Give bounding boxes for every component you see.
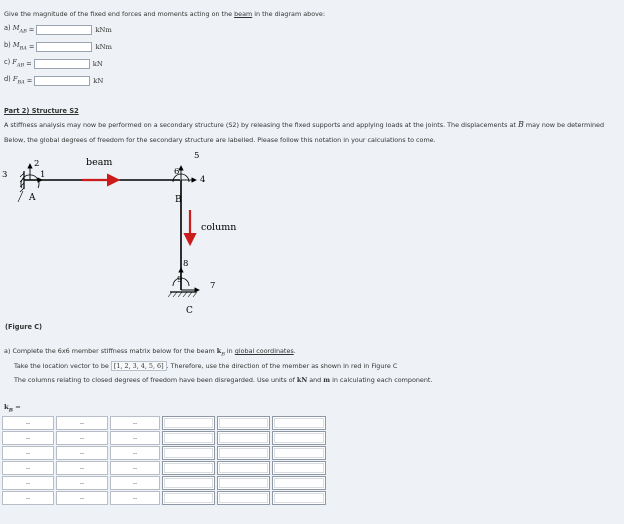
matrix-input-cell[interactable] xyxy=(272,491,326,505)
mba-input[interactable] xyxy=(36,42,92,52)
matrix-input-cell[interactable] xyxy=(162,431,215,445)
answer-row-mab: a) $M_{AB}$ = kNm xyxy=(4,24,112,35)
question-location-vector: Take the location vector to be [1, 2, 3, 4, 5, 6] . Therefore, use the direction of the member as shown in red in Figure C xyxy=(14,362,398,370)
matrix-input-cell[interactable] xyxy=(217,476,270,490)
intro-text: Give the magnitude of the fixed end forces and moments acting on the beam in the diagram above: xyxy=(4,10,325,18)
dof-7: 7 xyxy=(210,281,216,291)
matrix-input-cell[interactable] xyxy=(217,461,270,475)
matrix-select-cell[interactable]: -- xyxy=(2,431,54,445)
matrix-select-cell[interactable]: -- xyxy=(56,491,108,505)
column-label: column xyxy=(201,222,237,233)
answer-row-fba: d) $F_{BA}$ = kN xyxy=(4,75,104,86)
node-a-label: A xyxy=(29,193,36,203)
matrix-row xyxy=(0,461,328,476)
dof-8: 8 xyxy=(183,259,189,269)
beam-link[interactable]: beam xyxy=(234,10,253,18)
node-b-label: B xyxy=(175,195,182,205)
question-units-note: The columns relating to closed degrees of freedom have been disregarded. Use units of kN and m in calculating each component. xyxy=(14,376,433,384)
matrix-input-cell[interactable] xyxy=(272,476,326,490)
matrix-input-cell[interactable] xyxy=(272,461,326,475)
matrix-input-cell[interactable] xyxy=(217,431,270,445)
stiffness-matrix xyxy=(0,416,328,506)
answer-row-mba: b) $M_{BA}$ = kNm xyxy=(4,41,112,52)
matrix-select-cell[interactable]: -- xyxy=(2,416,54,430)
matrix-input-cell[interactable] xyxy=(162,446,215,460)
matrix-select-cell[interactable]: -- xyxy=(56,476,108,490)
answer-label: d) $F_{BA}$ xyxy=(4,75,25,86)
matrix-select-cell[interactable]: -- xyxy=(110,476,160,490)
part2-heading: Part 2) Structure S2 xyxy=(4,107,79,115)
matrix-label: $k_B$ = xyxy=(4,403,21,414)
matrix-select-cell[interactable]: -- xyxy=(56,461,108,475)
matrix-input-cell[interactable] xyxy=(272,431,326,445)
matrix-select-cell[interactable]: -- xyxy=(2,461,54,475)
matrix-select-cell[interactable]: -- xyxy=(110,431,160,445)
matrix-row xyxy=(0,476,328,491)
dof-6: 6 xyxy=(174,167,180,177)
matrix-input-cell[interactable] xyxy=(217,491,270,505)
part2-line1: A stiffness analysis may now be performed on a secondary structure (S2) by releasing the fixed supports and applying loads at the joints. The displacements at B may now be determined xyxy=(4,120,605,129)
matrix-select-cell[interactable]: -- xyxy=(56,416,108,430)
answer-label: b) $M_{BA}$ xyxy=(4,41,27,52)
dof-1: 1 xyxy=(40,170,46,180)
matrix-row xyxy=(0,491,328,506)
matrix-select-cell[interactable]: -- xyxy=(2,476,54,490)
figure-caption: (Figure C) xyxy=(5,323,43,331)
node-c-label: C xyxy=(186,306,193,316)
support-c-icon xyxy=(168,268,199,297)
answer-label: a) $M_{AB}$ xyxy=(4,24,27,35)
dof-2: 2 xyxy=(34,159,40,169)
dof-3: 3 xyxy=(2,170,8,180)
dof-5: 5 xyxy=(194,151,200,161)
matrix-row xyxy=(0,416,328,431)
matrix-input-cell[interactable] xyxy=(162,491,215,505)
matrix-select-cell[interactable]: -- xyxy=(110,446,160,460)
unit-label: kN xyxy=(92,59,103,68)
matrix-select-cell[interactable]: -- xyxy=(56,431,108,445)
part2-line2: Below, the global degrees of freedom for the secondary structure are labelled. Please follow this notation in your calculations to come. xyxy=(4,136,436,144)
matrix-input-cell[interactable] xyxy=(162,461,215,475)
fba-input[interactable] xyxy=(34,76,90,86)
matrix-select-cell[interactable]: -- xyxy=(110,461,160,475)
fab-input[interactable] xyxy=(34,59,90,69)
unit-label: kN xyxy=(93,76,104,85)
mab-input[interactable] xyxy=(36,25,92,35)
support-a-icon xyxy=(20,171,24,192)
matrix-input-cell[interactable] xyxy=(162,476,215,490)
answer-label: c) $F_{AB}$ xyxy=(4,58,25,69)
matrix-input-cell[interactable] xyxy=(272,416,326,430)
matrix-input-cell[interactable] xyxy=(272,446,326,460)
matrix-select-cell[interactable]: -- xyxy=(110,491,160,505)
beam-label: beam xyxy=(86,157,113,168)
matrix-input-cell[interactable] xyxy=(217,416,270,430)
matrix-input-cell[interactable] xyxy=(217,446,270,460)
global-coordinates-link[interactable]: global coordinates xyxy=(234,347,294,355)
matrix-input-cell[interactable] xyxy=(162,416,215,430)
unit-label: kNm xyxy=(95,25,112,34)
matrix-select-cell[interactable]: -- xyxy=(56,446,108,460)
matrix-select-cell[interactable]: -- xyxy=(2,446,54,460)
dof-9: 9 xyxy=(177,275,183,285)
matrix-select-cell[interactable]: -- xyxy=(2,491,54,505)
dof-4: 4 xyxy=(200,175,206,185)
matrix-row xyxy=(0,431,328,446)
location-vector: [1, 2, 3, 4, 5, 6] xyxy=(111,361,167,371)
structure-diagram xyxy=(0,144,260,320)
answer-row-fab: c) $F_{AB}$ = kN xyxy=(4,58,103,69)
unit-label: kNm xyxy=(95,42,112,51)
matrix-row xyxy=(0,446,328,461)
question-a: a) Complete the 6x6 member stiffness matrix below for the beam $k_B$ in global coordinates. xyxy=(4,347,296,358)
matrix-select-cell[interactable]: -- xyxy=(110,416,160,430)
